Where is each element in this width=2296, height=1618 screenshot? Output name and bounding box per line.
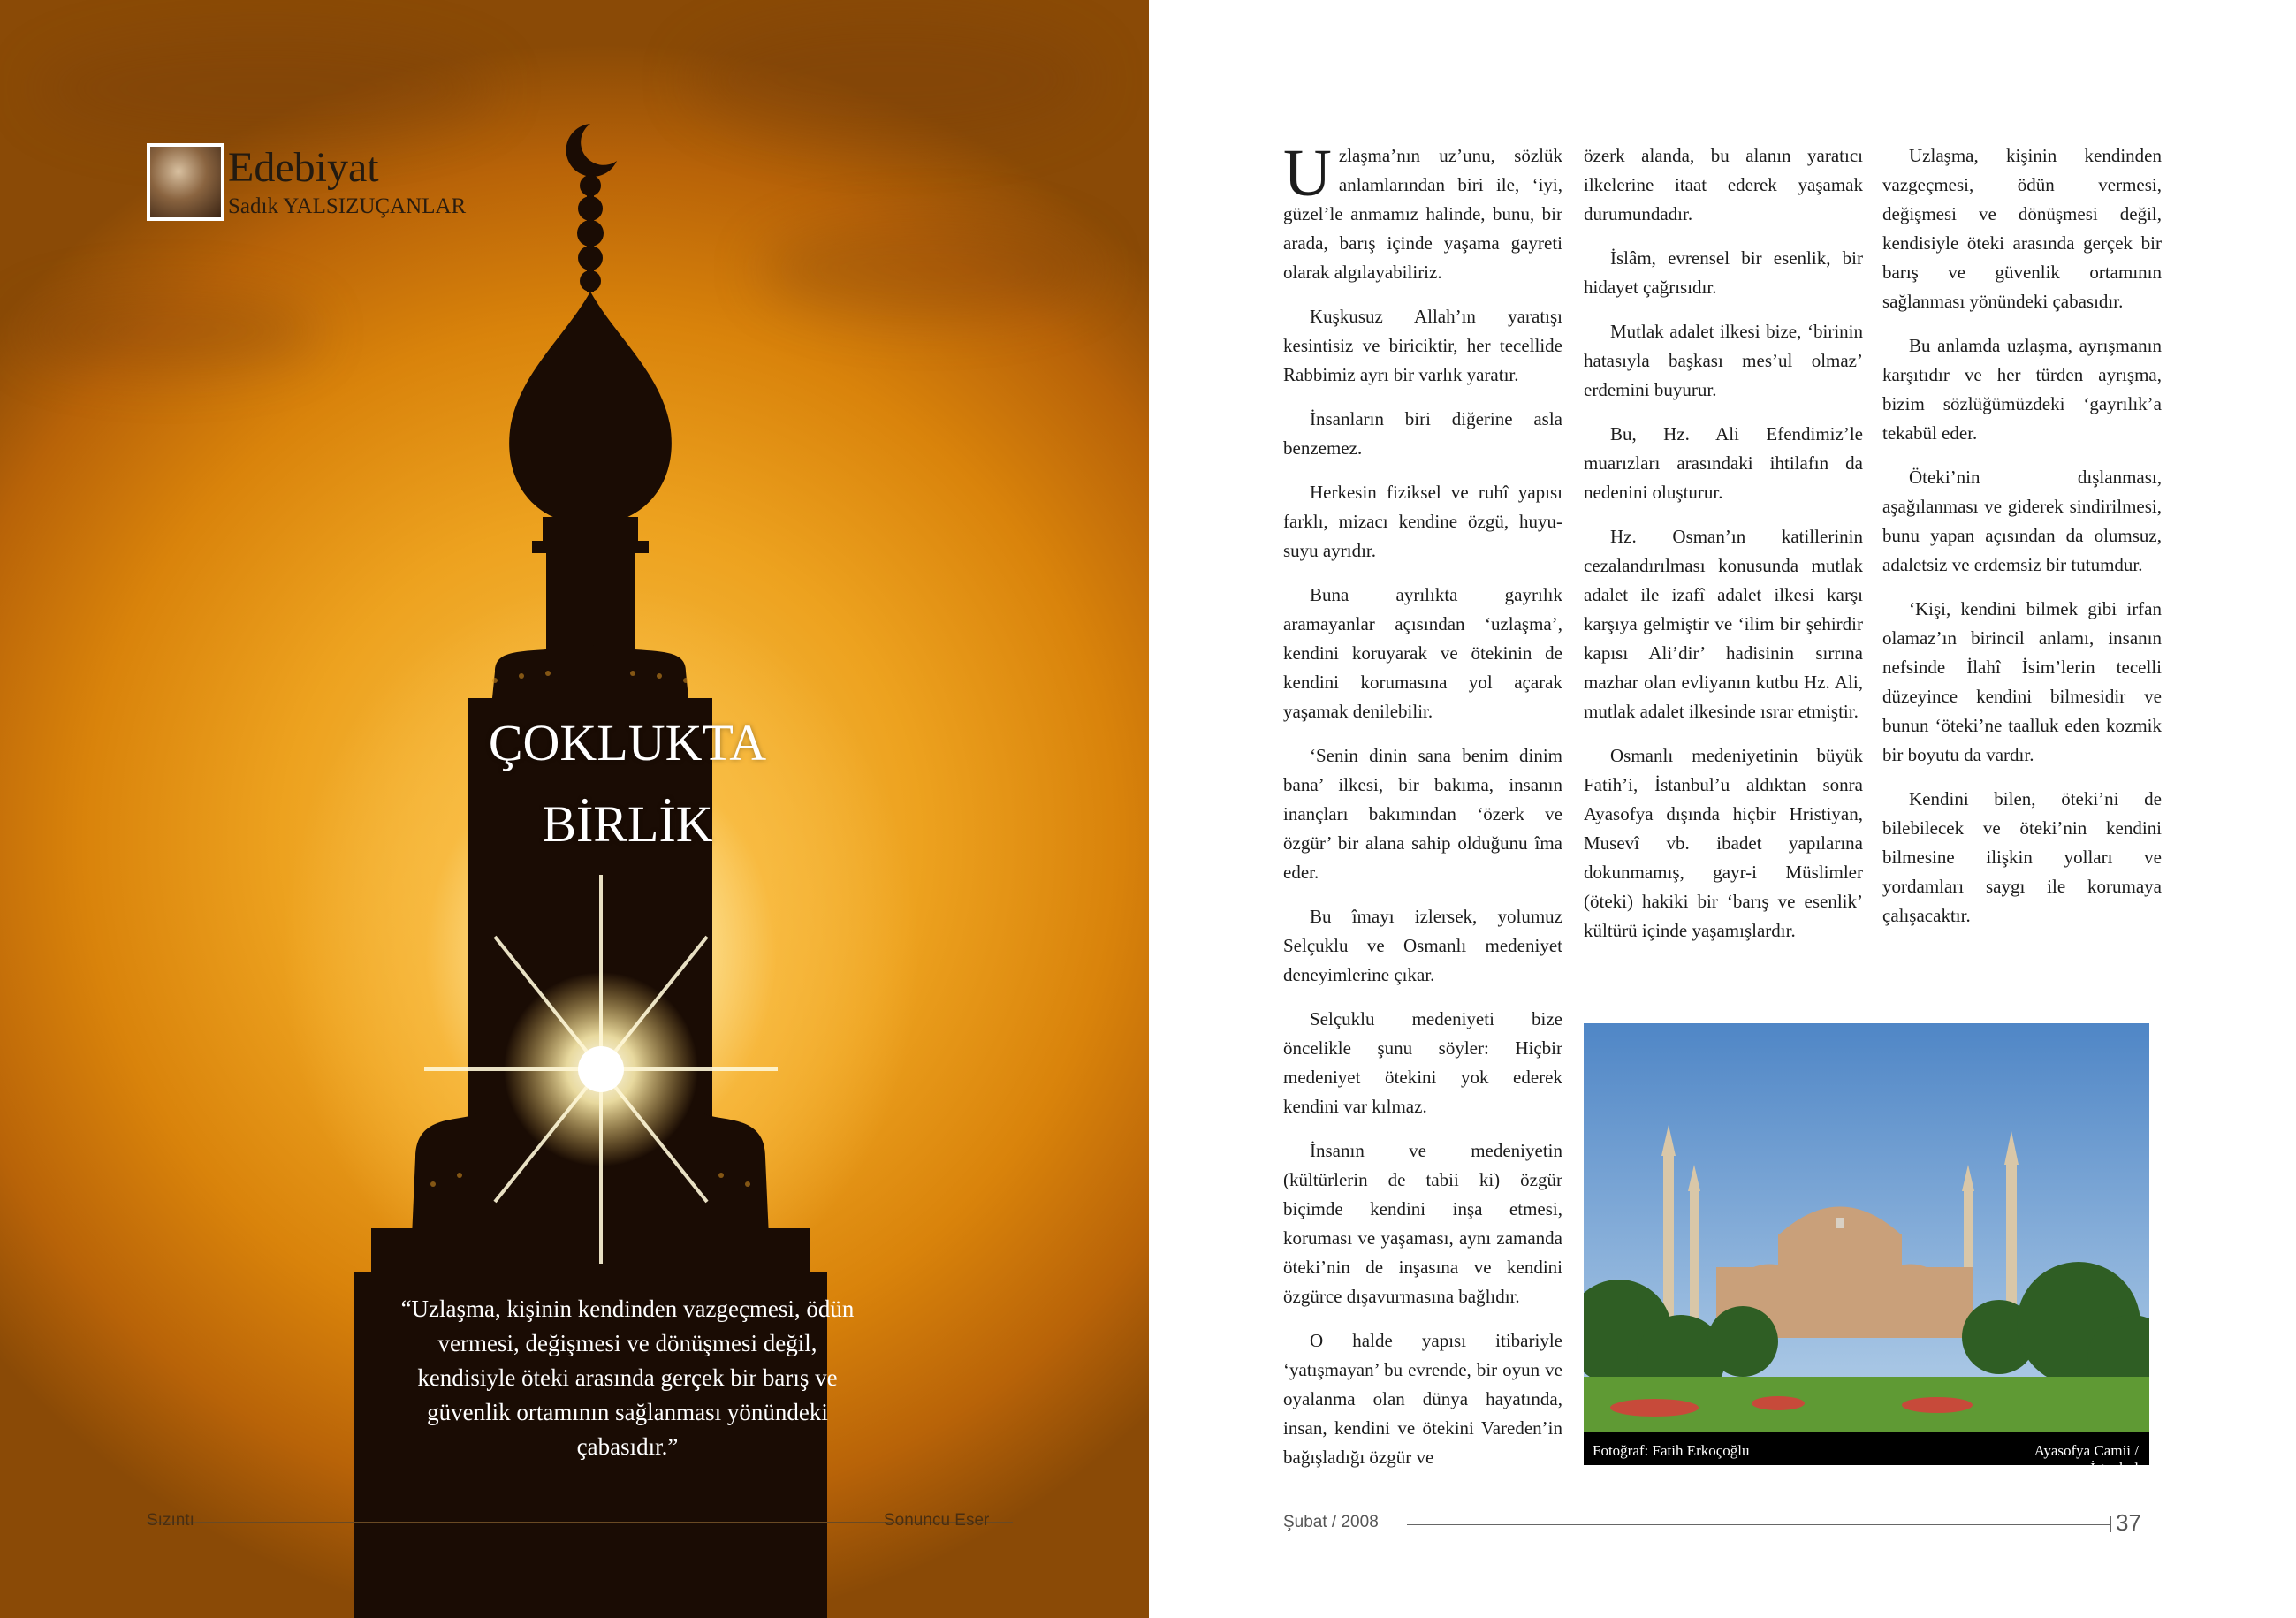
- article-column-1: [1283, 136, 1562, 1487]
- article-paragraph: İnsanların biri diğerine asla benzemez.: [1283, 408, 1562, 459]
- first-paragraph-text: zlaşma’nın uz’unu, sözlük anlamlarından biri ile, ‘iyi, güzel’le anmamız halinde, bunu, bir arada, barış içinde yaşama gayreti olarak algılayabiliriz.: [1283, 145, 1562, 283]
- hagia-sophia-illustration: [1584, 1023, 2149, 1465]
- article-paragraph: Bu, Hz. Ali Efendimiz’le muarızları arasındaki ihtilafın da nedenini oluşturur.: [1584, 423, 1863, 503]
- article-paragraph: O halde yapısı itibariyle ‘yatışmayan’ bu evrende, bir oyun ve oyalanma olan dünya hayatında, insan, kendini ve ötekini Vareden’in bağışladığı özgür ve: [1283, 1330, 1562, 1468]
- footer-magazine-name: Sızıntı: [147, 1511, 194, 1530]
- article-paragraph: İnsanın ve medeniyetin (kültürlerin de tabii ki) özgür biçimde kendini inşa etmesi, koruması ve yaşaması, aynı zamanda öteki’nin de inşasına ve kendini özgürce dışavurmasına bağlıdır.: [1283, 1140, 1562, 1307]
- article-paragraph: Selçuklu medeniyeti bize öncelikle şunu söyler: Hiçbir medeniyet ötekini yok ederek kendini var kılmaz.: [1283, 1008, 1562, 1117]
- footer-rule: [1407, 1524, 2110, 1525]
- footer-section-name: Sonuncu Eser: [884, 1511, 990, 1530]
- article-paragraph: Kuşkusuz Allah’ın yaratışı kesintisiz ve biriciktir, her tecellide Rabbimiz ayrı bir varlık yaratır.: [1283, 306, 1562, 385]
- article-paragraph: ‘Senin dinin sana benim dinim bana’ ilkesi, bir bakıma, insanın inançları bakımından ‘özerk ve özgür’ bir alana sahip olduğunu îma eder.: [1283, 745, 1562, 883]
- article-title-line1: ÇOKLUKTA: [488, 714, 767, 771]
- author-name: Sadık YALSIZUÇANLAR: [228, 194, 467, 218]
- author-thumbnail: [147, 143, 224, 221]
- photo-credit: Fotoğraf: Fatih Erkoçoğlu: [1593, 1442, 1750, 1459]
- pull-quote: “Uzlaşma, kişinin kendinden vazgeçmesi, ödün vermesi, değişmesi ve dönüşmesi değil, kendisiyle öteki arasında gerçek bir barış ve güvenlik ortamının sağlanması yönündeki çabasıdır.”: [400, 1295, 855, 1460]
- article-paragraph: Buna ayrılıkta gayrılık aramayanlar açısından ‘uzlaşma’, kendini koruyarak ve ötekinin de kendini korumasına yol açarak yaşamak denilebilir.: [1283, 584, 1562, 722]
- photo-caption: Ayasofya Camii / İstanbul: [2034, 1442, 2139, 1477]
- hagia-sophia-photo: [1584, 1023, 2149, 1465]
- issue-date: Şubat / 2008: [1283, 1513, 1379, 1531]
- page-number: 37: [2116, 1509, 2141, 1536]
- footer-tick: [2110, 1516, 2111, 1532]
- drop-cap: U: [1283, 136, 1332, 210]
- footer-rule: [147, 1522, 1013, 1523]
- article-paragraph: Hz. Osman’ın katillerinin cezalandırılması konusunda mutlak adalet ile izafî adalet ilkesi karşı karşıya gelmiştir ve ‘ilim bir şehirdir kapısı Ali’dir’ hadisinin sırrına mazhar olan evliyanın kutbu Hz. Ali, mutlak adalet ilkesinde ısrar etmiştir.: [1584, 526, 1863, 722]
- article-paragraph: İslâm, evrensel bir esenlik, bir hidayet çağrısıdır.: [1584, 247, 1863, 298]
- article-paragraph: Öteki’nin dışlanması, aşağılanması ve giderek sindirilmesi, bunu yapan açısından da olumsuz, adaletsiz ve erdemsiz bir tutumdur.: [1882, 467, 2162, 575]
- article-title: [389, 703, 866, 865]
- article-paragraph: Uzlaşma, kişinin kendinden vazgeçmesi, ödün vermesi, değişmesi ve dönüşmesi değil, kendisiyle öteki arasında gerçek bir barış ve güvenlik ortamının sağlanması yönündeki çabasıdır.: [1882, 145, 2162, 312]
- article-paragraph: Mutlak adalet ilkesi bize, ‘birinin hatasıyla başkası mes’ul olmaz’ erdemini buyurur.: [1584, 321, 1863, 400]
- article-paragraph: Bu îmayı izlersek, yolumuz Selçuklu ve Osmanlı medeniyet deneyimlerine çıkar.: [1283, 906, 1562, 985]
- article-paragraph: Herkesin fiziksel ve ruhî yapısı farklı, mizacı kendine özgü, huyu-suyu ayrıdır.: [1283, 482, 1562, 561]
- article-paragraph: Osmanlı medeniyetinin büyük Fatih’i, İstanbul’u aldıktan sonra Ayasofya dışında hiçbir Hristiyan, Musevî vb. ibadet yapılarına dokunmamış, gayr-i Müslimler (öteki) hakiki bir ‘barış ve esenlik’ kültürü içinde yaşamışlardır.: [1584, 745, 1863, 941]
- article-paragraph: özerk alanda, bu alanın yaratıcı ilkelerine itaat ederek yaşamak durumundadır.: [1584, 145, 1863, 224]
- article-paragraph: Kendini bilen, öteki’ni de bilebilecek ve öteki’nin kendini bilmesine ilişkin yolları ve yordamları saygı ile korumaya çalışacaktır.: [1882, 788, 2162, 926]
- section-title: Edebiyat: [228, 144, 379, 191]
- article-column-2: [1584, 141, 1863, 961]
- crescent-finial-icon: [566, 124, 617, 177]
- article-paragraph: ‘Kişi, kendini bilmek gibi irfan olamaz’ın birincil anlamı, insanın nefsinde İlahî İsim’lerin tecelli düzeyince kendini bilmesidir ve bunun ‘öteki’ne taalluk eden kozmik bir boyutu da vardır.: [1882, 598, 2162, 765]
- article-paragraph: [1283, 136, 1562, 287]
- article-column-3: [1882, 141, 2162, 946]
- article-title-line2: BİRLİK: [542, 795, 713, 853]
- article-paragraph: Bu anlamda uzlaşma, ayrışmanın karşıtıdır ve her türden ayrışma, bizim sözlüğümüzdeki ‘gayrılık’a tekabül eder.: [1882, 335, 2162, 444]
